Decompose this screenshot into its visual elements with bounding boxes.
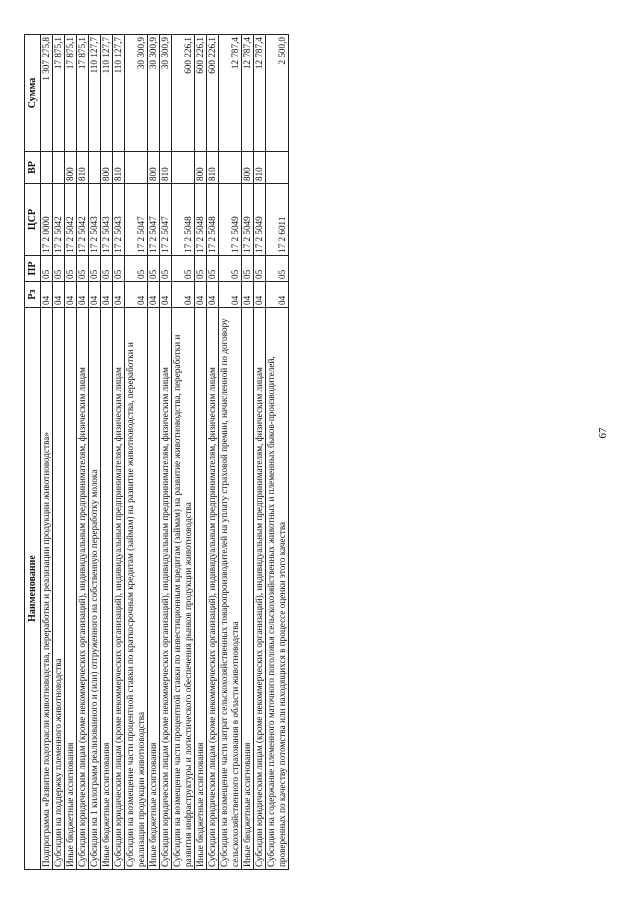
cell-name: Иные бюджетные ассигнования: [101, 308, 113, 870]
cell-pr: 05: [266, 256, 289, 282]
cell-sum: 600 226,1: [207, 35, 219, 152]
cell-sum: 2 500,0: [266, 35, 289, 152]
cell-pr: 05: [89, 256, 101, 282]
cell-pr: 05: [41, 256, 53, 282]
cell-vr: 810: [77, 152, 89, 184]
table-row: [113, 35, 125, 870]
cell-sum: 110 127,7: [89, 35, 101, 152]
table-row: [160, 35, 172, 870]
cell-rz: 04: [195, 282, 207, 308]
table-row: [219, 35, 242, 870]
cell-sum: 17 875,1: [65, 35, 77, 152]
cell-pr: 05: [160, 256, 172, 282]
cell-csr: 17 2 5048: [195, 184, 207, 256]
cell-name: Субсидии на содержание племенного маточного поголовья сельскохозяйственных животных и племенных быков-производителей, проверенных по качеству потомства или находящихся в процессе оценки этого качества: [266, 308, 289, 870]
cell-name: Субсидии юридическим лицам (кроме некоммерческих организаций), индивидуальным предпринимателям, физическим лицам: [160, 308, 172, 870]
header-sum: Сумма: [25, 35, 41, 152]
table-row: [254, 35, 266, 870]
header-rz: Рз: [25, 282, 41, 308]
header-vr: ВР: [25, 152, 41, 184]
cell-rz: 04: [160, 282, 172, 308]
header-pr: ПР: [25, 256, 41, 282]
header-csr: ЦСР: [25, 184, 41, 256]
cell-vr: 810: [113, 152, 125, 184]
cell-name: Иные бюджетные ассигнования: [242, 308, 254, 870]
cell-sum: 600 226,1: [195, 35, 207, 152]
cell-sum: 12 787,4: [219, 35, 242, 152]
cell-rz: 04: [207, 282, 219, 308]
cell-name: Иные бюджетные ассигнования: [148, 308, 160, 870]
cell-csr: 17 2 5042: [53, 184, 65, 256]
cell-rz: 04: [89, 282, 101, 308]
cell-csr: 17 2 5043: [89, 184, 101, 256]
cell-csr: 17 2 5042: [65, 184, 77, 256]
budget-table: [24, 34, 289, 870]
cell-sum: 110 127,7: [113, 35, 125, 152]
cell-rz: 04: [41, 282, 53, 308]
cell-rz: 04: [148, 282, 160, 308]
cell-pr: 05: [125, 256, 148, 282]
table-row: [53, 35, 65, 870]
header-name: Наименование: [25, 308, 41, 870]
cell-rz: 04: [254, 282, 266, 308]
table-row: [172, 35, 195, 870]
cell-pr: 05: [172, 256, 195, 282]
cell-pr: 05: [65, 256, 77, 282]
cell-vr: 800: [148, 152, 160, 184]
cell-name: Субсидии юридическим лицам (кроме некоммерческих организаций), индивидуальным предпринимателям, физическим лицам: [77, 308, 89, 870]
table-row: [266, 35, 289, 870]
cell-pr: 05: [148, 256, 160, 282]
cell-vr: [125, 152, 148, 184]
cell-rz: 04: [113, 282, 125, 308]
cell-name: Субсидии юридическим лицам (кроме некоммерческих организаций), индивидуальным предпринимателям, физическим лицам: [113, 308, 125, 870]
cell-csr: 17 2 6011: [266, 184, 289, 256]
cell-csr: 17 2 5048: [172, 184, 195, 256]
cell-name: Иные бюджетные ассигнования: [195, 308, 207, 870]
table-row: [148, 35, 160, 870]
cell-name: Субсидии на возмещение части затрат сельскохозяйственных товаропроизводителей на уплату страховой премии, начисленной по договору сельскохозяйственного страхования в области животноводства: [219, 308, 242, 870]
cell-sum: 30 300,9: [160, 35, 172, 152]
cell-sum: 12 787,4: [242, 35, 254, 152]
cell-vr: [89, 152, 101, 184]
cell-rz: 04: [242, 282, 254, 308]
cell-vr: 800: [65, 152, 77, 184]
cell-rz: 04: [266, 282, 289, 308]
cell-csr: 17 2 5049: [242, 184, 254, 256]
table-row: [41, 35, 53, 870]
cell-vr: [41, 152, 53, 184]
table-body: [41, 35, 289, 870]
cell-csr: 17 2 5047: [148, 184, 160, 256]
cell-sum: 30 300,9: [148, 35, 160, 152]
cell-name: Субсидии на возмещение части процентной ставки по инвестиционным кредитам (займам) на развитие животноводства, переработки и развития инфраструктуры и логистического обеспечения рынков продукции животноводства: [172, 308, 195, 870]
cell-csr: 17 2 5047: [160, 184, 172, 256]
cell-vr: [266, 152, 289, 184]
cell-pr: 05: [242, 256, 254, 282]
cell-vr: 810: [254, 152, 266, 184]
cell-rz: 04: [172, 282, 195, 308]
cell-csr: 17 2 5043: [113, 184, 125, 256]
table-row: [207, 35, 219, 870]
table-row: [101, 35, 113, 870]
cell-csr: 17 2 5048: [207, 184, 219, 256]
cell-vr: [219, 152, 242, 184]
cell-vr: 800: [101, 152, 113, 184]
cell-rz: 04: [77, 282, 89, 308]
cell-csr: 17 2 5043: [101, 184, 113, 256]
cell-vr: 810: [207, 152, 219, 184]
table-header-row: [25, 35, 41, 870]
cell-pr: 05: [77, 256, 89, 282]
cell-csr: 17 2 5047: [125, 184, 148, 256]
cell-vr: 810: [160, 152, 172, 184]
cell-name: Подпрограмма «Развитие подотрасли животноводства, переработки и реализации продукции животноводства»: [41, 308, 53, 870]
cell-csr: 17 2 5049: [254, 184, 266, 256]
table-row: [65, 35, 77, 870]
table-row: [125, 35, 148, 870]
cell-csr: 17 2 5049: [219, 184, 242, 256]
table-row: [195, 35, 207, 870]
table-row: [89, 35, 101, 870]
cell-pr: 05: [207, 256, 219, 282]
budget-table-container: [24, 35, 519, 870]
cell-vr: [53, 152, 65, 184]
cell-sum: 110 127,7: [101, 35, 113, 152]
cell-name: Иные бюджетные ассигнования: [65, 308, 77, 870]
cell-rz: 04: [65, 282, 77, 308]
cell-sum: 30 300,9: [125, 35, 148, 152]
cell-name: Субсидии юридическим лицам (кроме некоммерческих организаций), индивидуальным предпринимателям, физическим лицам: [254, 308, 266, 870]
cell-name: Субсидии на 1 килограмм реализованного и (или) отгруженного на собственную переработку молока: [89, 308, 101, 870]
page-number: 67: [597, 427, 609, 439]
cell-pr: 05: [113, 256, 125, 282]
cell-pr: 05: [254, 256, 266, 282]
cell-sum: 600 226,1: [172, 35, 195, 152]
cell-sum: 1 307 275,8: [41, 35, 53, 152]
cell-name: Субсидии на возмещение части процентной ставки по краткосрочным кредитам (займам) на развитие животноводства, переработки и реализации продукции животноводства: [125, 308, 148, 870]
cell-csr: 17 2 5042: [77, 184, 89, 256]
table-row: [77, 35, 89, 870]
cell-rz: 04: [219, 282, 242, 308]
cell-pr: 05: [195, 256, 207, 282]
cell-name: Субсидии юридическим лицам (кроме некоммерческих организаций), индивидуальным предпринимателям, физическим лицам: [207, 308, 219, 870]
cell-csr: 17 2 0000: [41, 184, 53, 256]
cell-vr: [172, 152, 195, 184]
cell-pr: 05: [219, 256, 242, 282]
table-row: [242, 35, 254, 870]
cell-pr: 05: [53, 256, 65, 282]
cell-rz: 04: [101, 282, 113, 308]
cell-vr: 800: [242, 152, 254, 184]
cell-sum: 12 787,4: [254, 35, 266, 152]
cell-name: Субсидии на поддержку племенного животноводства: [53, 308, 65, 870]
cell-rz: 04: [53, 282, 65, 308]
cell-sum: 17 875,1: [53, 35, 65, 152]
cell-pr: 05: [101, 256, 113, 282]
cell-rz: 04: [125, 282, 148, 308]
cell-sum: 17 875,1: [77, 35, 89, 152]
cell-vr: 800: [195, 152, 207, 184]
